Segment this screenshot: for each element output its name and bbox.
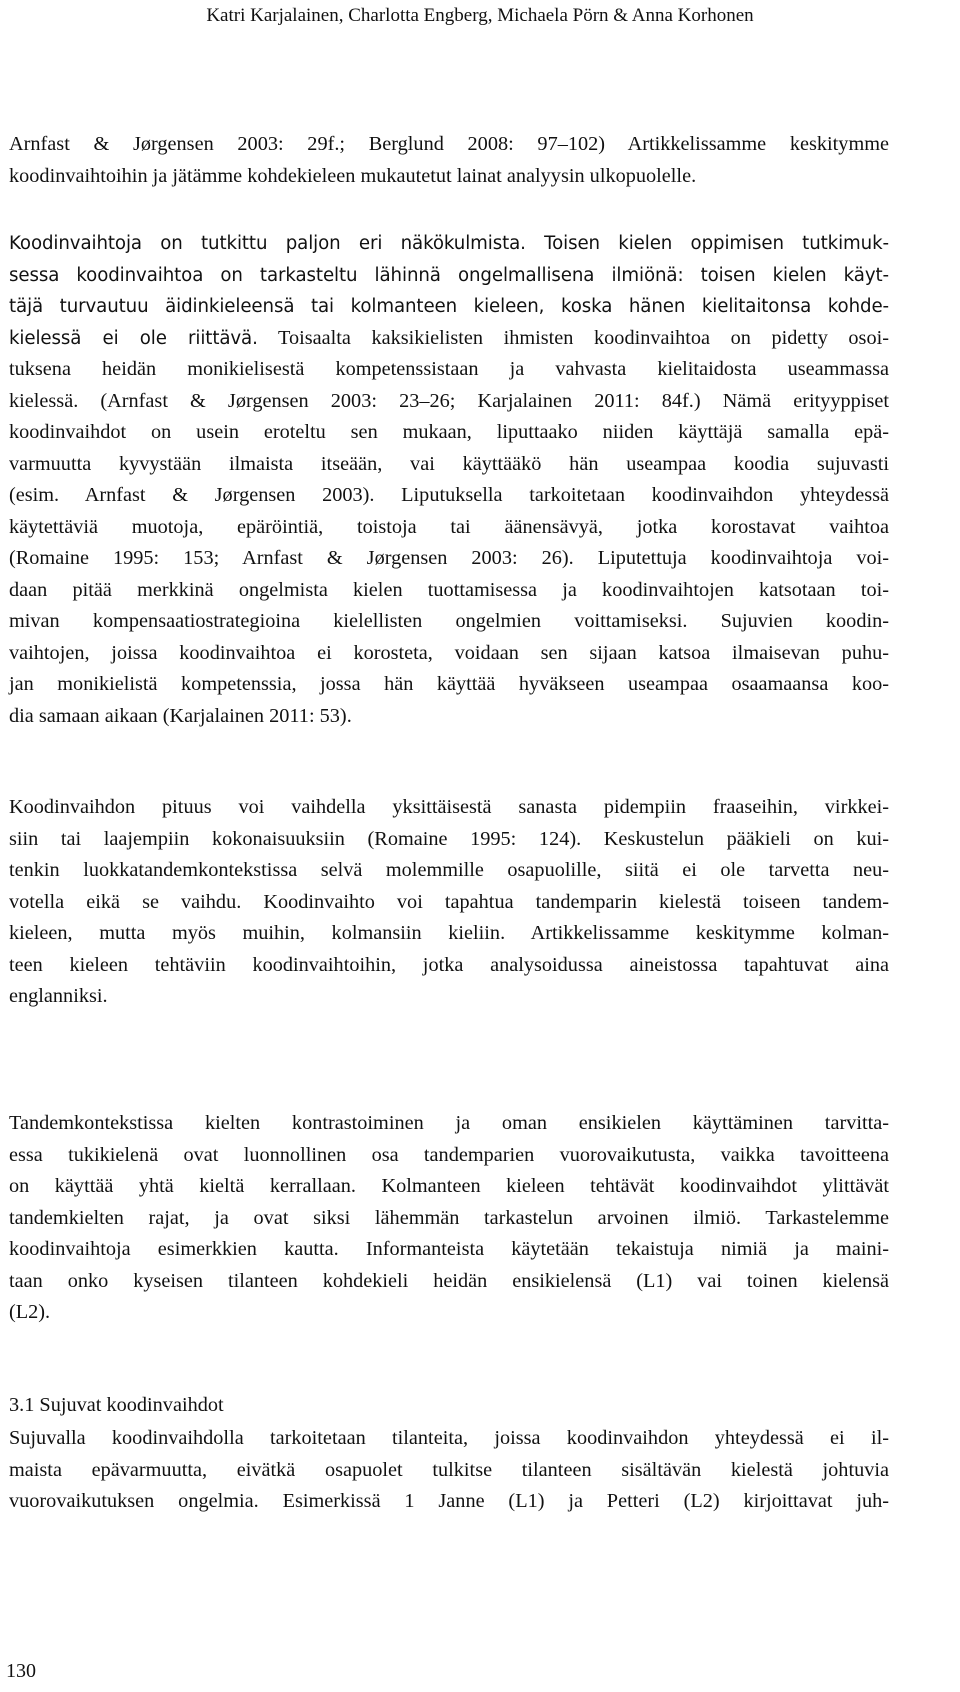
paragraph-2 [9, 228, 889, 732]
text-line: vaihtojen, joissa koodinvaihtoa ei korosteta, voidaan sen sijaan katsoa ilmaisevan puhu- [9, 641, 889, 664]
paragraph-1 [9, 129, 889, 192]
text-line: kieleen, mutta myös muihin, kolmansiin kieliin. Artikkelissamme keskitymme kolman- [9, 922, 889, 944]
running-header: Katri Karjalainen, Charlotta Engberg, Michaela Pörn & Anna Korhonen [206, 5, 754, 26]
text-line: teen kieleen tehtäviin koodinvaihtoihin, jotka analysoidussa aineistossa tapahtuvat aina [9, 953, 889, 976]
paragraph-5 [9, 1423, 889, 1518]
text-line: kielessä. (Arnfast & Jørgensen 2003: 23–26; Karjalainen 2011: 84f.) Nämä erityyppiset [9, 389, 889, 412]
paragraph-3 [9, 792, 889, 1013]
text-line [9, 323, 889, 355]
text-line: sessa koodinvaihtoa on tarkasteltu lähinnä ongelmallisena ilmiönä: toisen kielen käyt- [9, 264, 889, 286]
sans-segment: kielessä ei ole riittävä. [9, 327, 258, 349]
text-line: tuksena heidän monikielisestä kompetenssistaan ja vahvasta kielitaidosta useammassa [9, 358, 889, 380]
text-line: votella eikä se vaihdu. Koodinvaihto voi tapahtua tandemparin kielestä toiseen tandem- [9, 890, 889, 913]
text-line: vuorovaikutuksen ongelmia. Esimerkissä 1 Janne (L1) ja Petteri (L2) kirjoittavat juh- [9, 1490, 889, 1512]
text-line [9, 228, 889, 260]
text-line: dia samaan aikaan (Karjalainen 2011: 53). [9, 704, 352, 727]
text-line: koodinvaihtoihin ja jätämme kohdekieleen mukautetut lainat analyysin ulkopuolelle. [9, 164, 697, 187]
text-line: täjä turvautuu äidinkieleensä tai kolmanteen kieleen, koska hänen kielitaitonsa kohde- [9, 296, 889, 317]
text-line: (Romaine 1995: 153; Arnfast & Jørgensen 2003: 26). Liputettuja koodinvaihtoja voi- [9, 547, 889, 569]
text-line: maista epävarmuutta, eivätkä osapuolet tulkitse tilanteen sisältävän kielestä johtuvia [9, 1458, 889, 1481]
text-line: (L2). [9, 1301, 51, 1323]
text-line: Koodinvaihdon pituus voi vaihdella yksittäisestä sanasta pidempiin fraaseihin, virkkei- [9, 796, 889, 818]
text-line: Sujuvalla koodinvaihdolla tarkoitetaan tilanteita, joissa koodinvaihdon yhteydessä ei il- [9, 1427, 889, 1449]
page-number: 130 [6, 1660, 36, 1682]
text-line: daan pitää merkkinä ongelmista kielen tuottamisessa ja koodinvaihtojen katsotaan toi- [9, 578, 889, 601]
text-line: siin tai laajempiin kokonaisuuksiin (Romaine 1995: 124). Keskustelun pääkieli on kui- [9, 827, 889, 850]
serif-segment: Toisaalta kaksikielisten ihmisten koodinvaihtoa on pidetty osoi- [257, 326, 889, 349]
section-heading [9, 1390, 889, 1422]
text-line: koodinvaihtoja esimerkkien kautta. Informanteista käytetään tekaistuja nimiä ja maini- [9, 1238, 889, 1260]
text-line: jan monikielistä kompetenssia, jossa hän käyttää hyväkseen useampaa osaamaansa koo- [9, 673, 889, 695]
sans-segment: Koodinvaihtoja on tutkittu paljon eri näkökulmista. [9, 233, 526, 254]
text-line: taan onko kyseisen tilanteen kohdekieli heidän ensikielensä (L1) vai toinen kielensä [9, 1269, 889, 1292]
text-line: essa tukikielenä ovat luonnollinen osa tandemparien vuorovaikutusta, vaikka tavoitteena [9, 1143, 889, 1166]
text-line: varmuutta kyvystään ilmaista itseään, vai käyttääkö hän useampaa koodia sujuvasti [9, 452, 889, 475]
text-line: on käyttää yhtä kieltä kerrallaan. Kolmanteen kieleen tehtävät koodinvaihdot ylittävät [9, 1175, 889, 1197]
text-line: mivan kompensaatiostrategioina kielellisten ongelmien voittamiseksi. Sujuvien koodin- [9, 610, 889, 632]
text-line: tenkin luokkatandemkontekstissa selvä molemmille osapuolille, siitä ei ole tarvetta neu- [9, 859, 889, 881]
text-line: käytettäviä muotoja, epäröintiä, toistoja tai äänensävyä, jotka korostavat vaihtoa [9, 515, 889, 538]
paragraph-4 [9, 1108, 889, 1329]
text-line: koodinvaihdot on usein eroteltu sen mukaan, liputtaako niiden käyttäjä samalla epä- [9, 421, 889, 443]
text-line: Arnfast & Jørgensen 2003: 29f.; Berglund 2008: 97–102) Artikkelissamme keskitymme [9, 133, 889, 155]
text-line: englanniksi. [9, 985, 108, 1007]
section-heading-text: 3.1 Sujuvat koodinvaihdot [9, 1394, 224, 1416]
sans-segment: Toisen kielen oppimisen tutkimuk- [525, 233, 890, 254]
text-line: (esim. Arnfast & Jørgensen 2003). Liputuksella tarkoitetaan koodinvaihdon yhteydessä [9, 484, 889, 506]
text-line: tandemkielten rajat, ja ovat siksi lähemmän tarkastelun arvoinen ilmiö. Tarkastelemme [9, 1206, 889, 1229]
text-line: Tandemkontekstissa kielten kontrastoiminen ja oman ensikielen käyttäminen tarvitta- [9, 1112, 889, 1134]
